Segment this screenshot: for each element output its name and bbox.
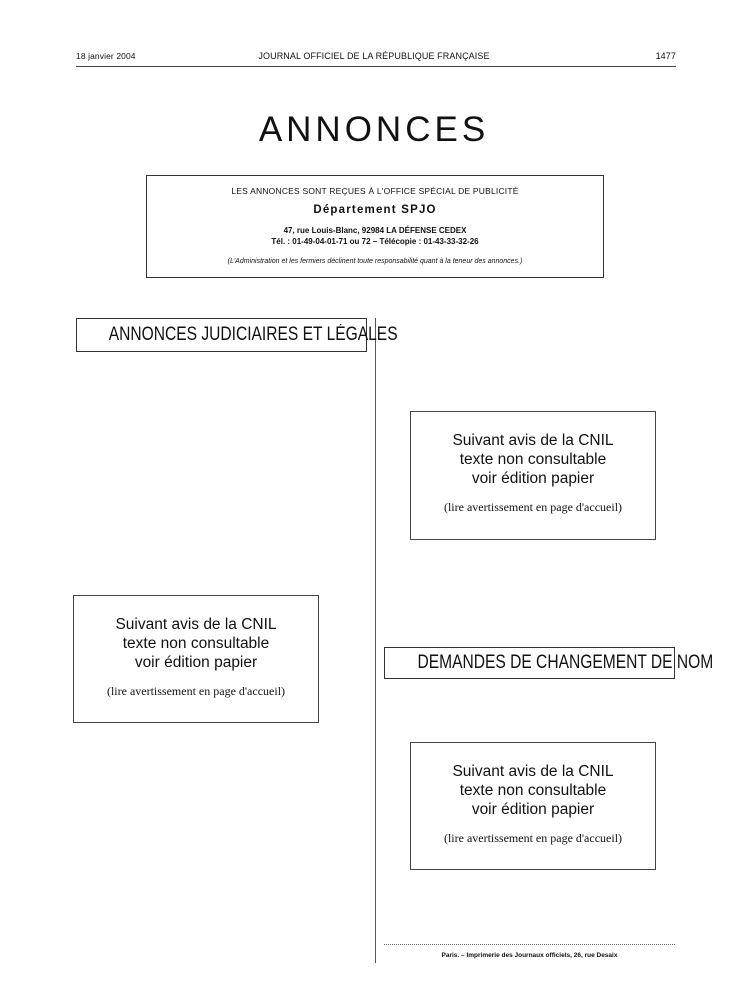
cnil-line2: texte non consultable: [459, 451, 607, 468]
header-divider: [76, 66, 676, 67]
publicity-info-box: [146, 175, 604, 278]
cnil-line2: texte non consultable: [459, 782, 607, 799]
cnil-line2: texte non consultable: [122, 635, 270, 652]
cnil-line3: voir édition papier: [471, 470, 595, 487]
header-journal-title: JOURNAL OFFICIEL DE LA RÉPUBLIQUE FRANÇAISE: [258, 51, 490, 61]
info-department: Département SPJO: [313, 204, 437, 216]
info-intro: LES ANNONCES SONT REÇUES À L'OFFICE SPÉCIAL DE PUBLICITÉ: [231, 186, 519, 196]
section-heading-judiciaires-label: ANNONCES JUDICIAIRES ET LÉGALES: [108, 324, 398, 345]
cnil-line1: Suivant avis de la CNIL: [115, 616, 277, 633]
section-heading-judiciaires: [76, 318, 398, 352]
info-address: 47, rue Louis-Blanc, 92984 LA DÉFENSE CEDEX: [283, 226, 467, 235]
cnil-note: (lire avertissement en page d'accueil): [443, 500, 623, 514]
page-title: ANNONCES: [258, 110, 490, 149]
cnil-line1: Suivant avis de la CNIL: [452, 432, 614, 449]
cnil-line3: voir édition papier: [471, 801, 595, 818]
cnil-notice-box: [73, 595, 319, 723]
cnil-notice-box: [410, 742, 656, 870]
cnil-line1: Suivant avis de la CNIL: [452, 763, 614, 780]
column-divider: [375, 318, 376, 963]
header-date: 18 janvier 2004: [76, 51, 136, 61]
cnil-notice-box: [410, 411, 656, 540]
cnil-note: (lire avertissement en page d'accueil): [106, 684, 286, 698]
section-heading-changement-nom-label: DEMANDES DE CHANGEMENT DE NOM: [417, 652, 714, 673]
cnil-note: (lire avertissement en page d'accueil): [443, 831, 623, 845]
cnil-line3: voir édition papier: [134, 654, 258, 671]
footer-divider: [384, 944, 675, 945]
printer-footer: Paris. – Imprimerie des Journaux officiels, 26, rue Desaix: [441, 952, 618, 959]
header-page-number: 1477: [655, 51, 676, 61]
info-phones: Tél. : 01-49-04-01-71 ou 72 – Télécopie : 01-43-33-32-26: [271, 237, 479, 246]
info-disclaimer: (L'Administration et les fermiers déclinent toute responsabilité quant à la teneur des annonces.): [227, 258, 523, 265]
section-heading-changement-nom: [384, 647, 714, 679]
